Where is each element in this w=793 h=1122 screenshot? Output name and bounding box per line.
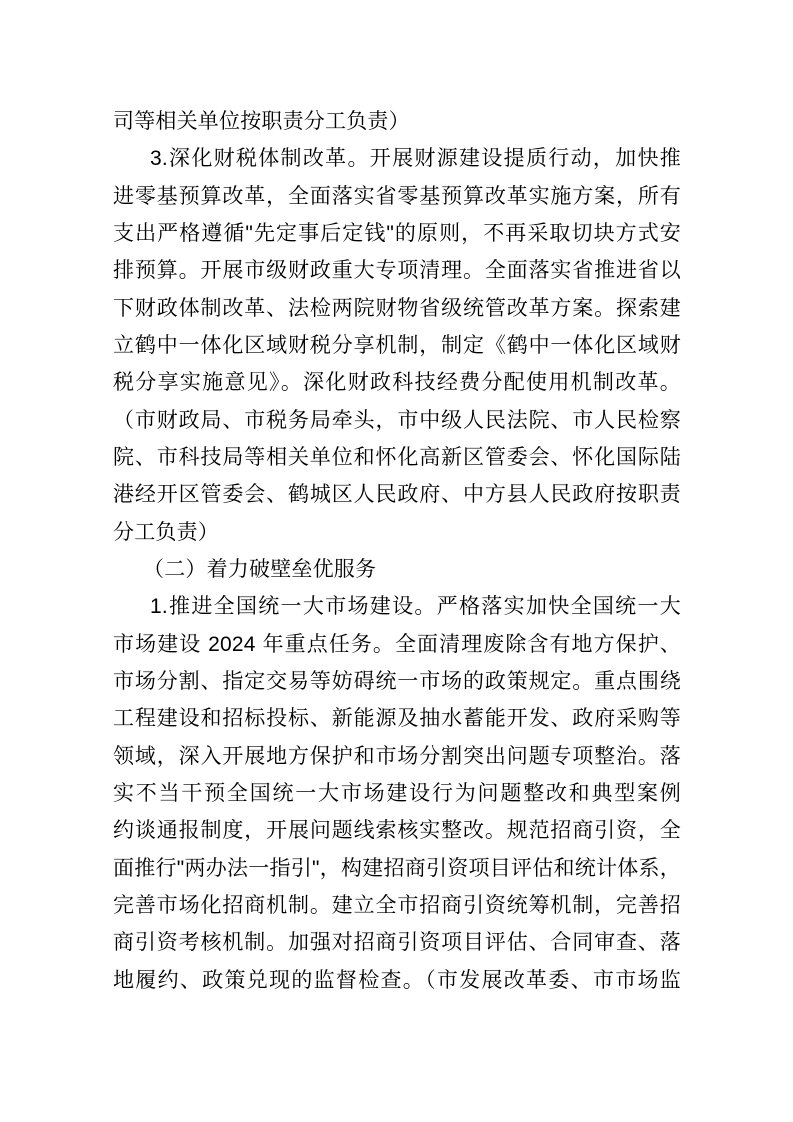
text-line: 分工负责） — [113, 520, 219, 544]
text-line: 地履约、政策兑现的监督检查。（市发展改革委、市市场监 — [113, 968, 681, 992]
text-line: 约谈通报制度，开展问题线索核实整改。规范招商引资，全 — [113, 819, 681, 843]
text-line: 商引资考核机制。加强对招商引资项目评估、合同审查、落 — [113, 931, 681, 955]
text-line: 市场分割、指定交易等妨碍统一市场的政策规定。重点围绕 — [113, 669, 681, 693]
text-line: 工程建设和招标投标、新能源及抽水蓄能开发、政府采购等 — [113, 707, 681, 731]
text-line: 下财政体制改革、法检两院财物省级统管改革方案。探索建 — [113, 296, 681, 320]
text-line: 税分享实施意见》。深化财政科技经费分配使用机制改革。 — [113, 371, 681, 395]
text-line: 实不当干预全国统一大市场建设行为问题整改和典型案例 — [113, 781, 681, 805]
text-line: 面推行"两办法一指引"，构建招商引资项目评估和统计体系， — [113, 856, 681, 880]
section-heading: （二）着力破壁垒优服务 — [143, 557, 377, 581]
text-line: 领域，深入开展地方保护和市场分割突出问题专项整治。落 — [113, 744, 681, 768]
text-line: 司等相关单位按职责分工负责） — [113, 110, 410, 133]
text-line: 院、市科技局等相关单位和怀化高新区管委会、怀化国际陆 — [113, 445, 681, 469]
text-line: 1.推进全国统一大市场建设。严格落实加快全国统一大 — [150, 595, 681, 619]
text-line: 3.深化财税体制改革。开展财源建设提质行动，加快推 — [150, 147, 681, 171]
document-text-block — [113, 103, 681, 999]
text-line: 进零基预算改革，全面落实省零基预算改革实施方案，所有 — [113, 184, 681, 208]
text-line: 支出严格遵循"先定事后定钱"的原则，不再采取切块方式安 — [113, 221, 681, 245]
text-line: 排预算。开展市级财政重大专项清理。全面落实省推进省以 — [113, 259, 681, 283]
text-line: （市财政局、市税务局牵头，市中级人民法院、市人民检察 — [113, 408, 681, 432]
text-line: 市场建设 2024 年重点任务。全面清理废除含有地方保护、 — [113, 632, 681, 656]
text-line: 完善市场化招商机制。建立全市招商引资统筹机制，完善招 — [113, 893, 681, 917]
text-line: 港经开区管委会、鹤城区人民政府、中方县人民政府按职责 — [113, 483, 681, 507]
text-line: 立鹤中一体化区域财税分享机制，制定《鹤中一体化区域财 — [113, 333, 681, 357]
